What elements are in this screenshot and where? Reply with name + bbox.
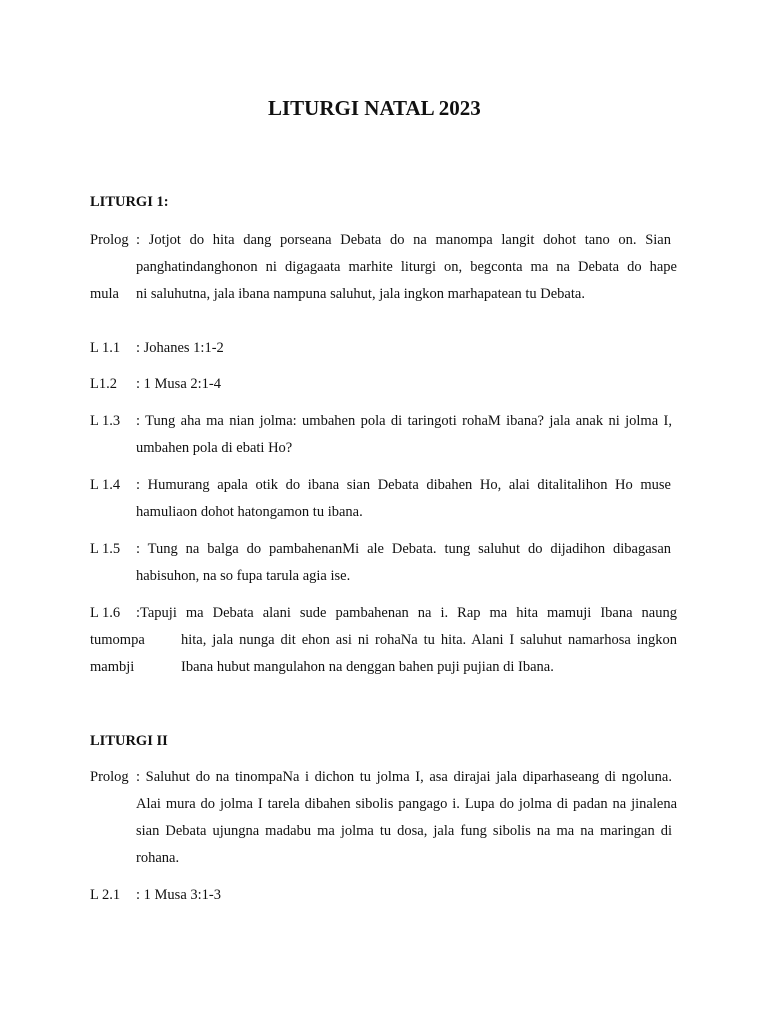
page-title: LITURGI NATAL 2023 [268, 96, 481, 120]
verse-text: umbahen pola di ebati Ho? [136, 440, 293, 456]
verse-label: L 1.1 [90, 340, 121, 356]
verse-label: L 1.3 [90, 413, 121, 429]
prolog-line: : Saluhut do na tinompaNa i dichon tu jolma I, asa dirajai jala diparhaseang di ngoluna. [136, 769, 672, 785]
verse-label: L 2.1 [90, 887, 121, 903]
verse-text: : Tung aha ma nian jolma: umbahen pola di taringoti rohaM ibana? jala anak ni jolma I, [136, 413, 672, 429]
verse-label: L 1.5 [90, 541, 121, 557]
prolog-margin-word: mula [90, 286, 119, 302]
prolog-line: ni saluhutna, jala ibana nampuna saluhut, jala ingkon marhapatean tu Debata. [136, 286, 585, 302]
section-heading-liturgi-1: LITURGI 1: [90, 194, 169, 210]
prolog-line: rohana. [136, 850, 180, 866]
verse-text: : Johanes 1:1-2 [136, 340, 224, 356]
verse-text: : Humurang apala otik do ibana sian Debata dibahen Ho, alai ditalitalihon Ho muse [136, 477, 671, 493]
prolog-line: panghatindanghonon ni digagaata marhite liturgi on, begconta ma na Debata do hape [136, 259, 677, 275]
prolog-line: sian Debata ujungna madabu ma jolma tu dosa, jala fung sibolis na ma na maringan di [136, 823, 672, 839]
verse-text: : Tung na balga do pambahenanMi ale Debata. tung saluhut do dijadihon dibagasan [136, 541, 671, 557]
verse-text: :Tapuji ma Debata alani sude pambahenan na i. Rap ma hita mamuji Ibana naung [136, 605, 677, 621]
prolog-line: : Jotjot do hita dang porseana Debata do na manompa langit dohot tano on. Sian [136, 232, 671, 248]
verse-label: L 1.6 [90, 605, 121, 621]
section-heading-liturgi-2: LITURGI II [90, 733, 168, 749]
verse-text: hita, jala nunga dit ehon asi ni rohaNa tu hita. Alani I saluhut namarhosa ingkon [181, 632, 677, 648]
verse-text: : 1 Musa 2:1-4 [136, 376, 221, 392]
prolog-line: Alai mura do jolma I tarela dibahen sibolis pangago i. Lupa do jolma di padan na jinalena [136, 796, 677, 812]
verse-text: habisuhon, na so fupa tarula agia ise. [136, 568, 351, 584]
verse-text: Ibana hubut mangulahon na denggan bahen puji pujian di Ibana. [181, 659, 554, 675]
verse-margin-word: mambji [90, 659, 135, 675]
verse-label: L1.2 [90, 376, 117, 392]
verse-label: L 1.4 [90, 477, 121, 493]
verse-text: : 1 Musa 3:1-3 [136, 887, 221, 903]
verse-text: hamuliaon dohot hatongamon tu ibana. [136, 504, 363, 520]
verse-margin-word: tumompa [90, 632, 145, 648]
prolog-label: Prolog [90, 232, 129, 248]
prolog-label: Prolog [90, 769, 129, 785]
